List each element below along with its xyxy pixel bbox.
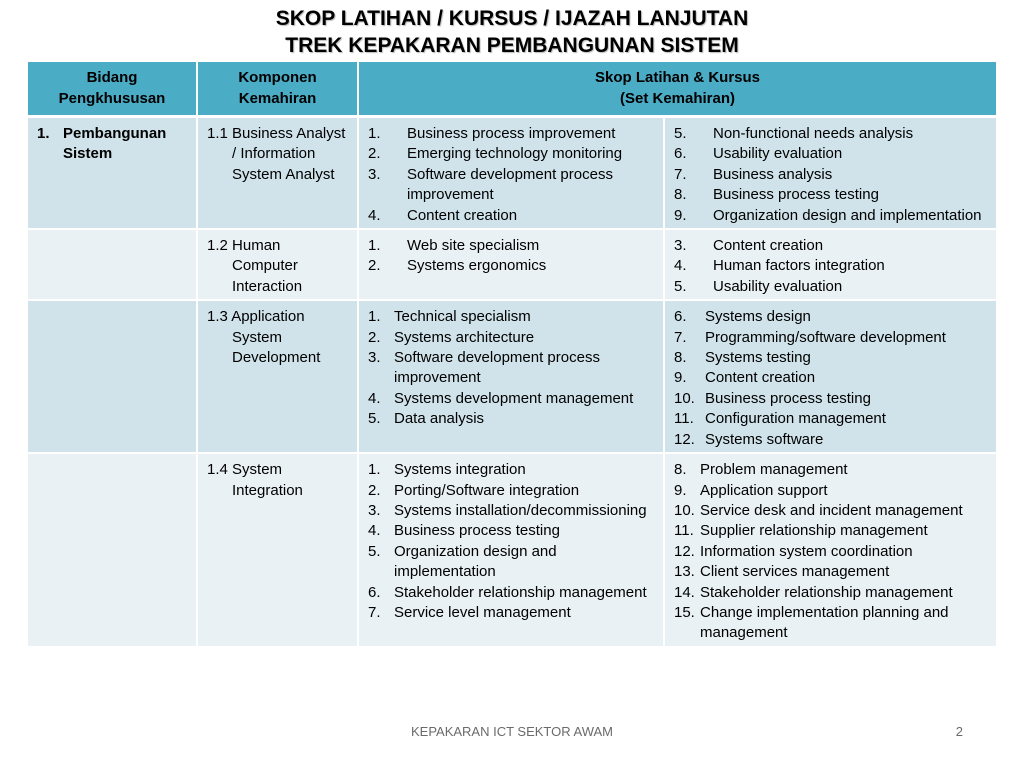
- page-number: 2: [955, 724, 963, 739]
- list-item: [674, 328, 988, 348]
- list-item-number: 1.: [368, 461, 381, 479]
- list-item-number: 3.: [368, 501, 381, 519]
- header-bidang-line-2: Pengkhususan: [58, 89, 166, 107]
- list-item-number: 1.: [368, 308, 381, 326]
- cell-bidang: [28, 453, 197, 647]
- list-item: [368, 206, 655, 226]
- list-item: [674, 277, 988, 297]
- title-line-2: TREK KEPAKARAN PEMBANGUNAN SISTEM: [285, 34, 739, 57]
- list-item-number: 2.: [368, 145, 381, 163]
- list-item-text: Business process improvement: [407, 125, 616, 142]
- list-item-text: Software development process improvement: [407, 165, 613, 204]
- list-item-text: Information system coordination: [700, 542, 913, 560]
- list-item-text: Systems ergonomics: [407, 257, 547, 275]
- list-item: [368, 256, 655, 276]
- header-komponen: [197, 62, 358, 117]
- list-item-text: Problem management: [700, 461, 848, 479]
- cell-komponen: [197, 300, 358, 453]
- list-item-text: Systems software: [705, 430, 824, 448]
- list-item: [368, 389, 655, 409]
- list-item-number: 6.: [368, 583, 381, 601]
- table-row: [28, 229, 996, 300]
- skill-list-left: [368, 236, 655, 277]
- list-item-number: 9.: [674, 481, 687, 499]
- cell-skop-left: [358, 117, 664, 230]
- table-row: [28, 117, 996, 230]
- list-item-text: Supplier relationship management: [700, 522, 928, 540]
- title-line-1: SKOP LATIHAN / KURSUS / IJAZAH LANJUTAN: [275, 7, 749, 30]
- list-item: [368, 165, 655, 206]
- list-item: [674, 521, 988, 541]
- list-item: [368, 501, 655, 521]
- header-skop-line-2: (Set Kemahiran): [619, 89, 736, 107]
- komponen-label: 1.2 Human Computer Interaction: [207, 237, 303, 295]
- list-item-number: 5.: [674, 277, 687, 295]
- list-item: [368, 144, 655, 164]
- list-item-number: 4.: [368, 522, 381, 540]
- list-item: [368, 409, 655, 429]
- list-item: [674, 562, 988, 582]
- list-item: [368, 460, 655, 480]
- header-komponen-line-1: Komponen: [238, 69, 317, 87]
- list-item-text: Change implementation planning and management: [700, 603, 949, 642]
- list-item: [368, 481, 655, 501]
- list-item: [674, 124, 988, 144]
- header-skop-line-1: Skop Latihan & Kursus: [594, 69, 761, 87]
- list-item-number: 10.: [674, 501, 695, 519]
- table-body: [28, 117, 996, 647]
- header-skop: [358, 62, 996, 117]
- list-item-text: Business process testing: [394, 522, 560, 540]
- skill-list-right: [674, 460, 988, 644]
- list-item: [368, 521, 655, 541]
- list-item-number: 4.: [674, 257, 687, 275]
- cell-skop-right: [664, 453, 996, 647]
- list-item: [674, 583, 988, 603]
- list-item-text: Organization design and implementation: [394, 542, 557, 581]
- cell-skop-right: [664, 229, 996, 300]
- list-item: [368, 236, 655, 256]
- list-item-number: 12.: [674, 542, 695, 560]
- list-item-text: Service desk and incident management: [700, 501, 963, 519]
- header-bidang-line-1: Bidang: [86, 69, 138, 87]
- list-item: [368, 328, 655, 348]
- cell-skop-right: [664, 300, 996, 453]
- list-item-number: 5.: [368, 410, 381, 428]
- list-item-number: 7.: [674, 165, 687, 183]
- list-item: [674, 185, 988, 205]
- list-item-text: Client services management: [700, 563, 890, 581]
- skill-list-left: [368, 307, 655, 429]
- skill-list-right: [674, 307, 988, 450]
- list-item-text: Stakeholder relationship management: [394, 583, 647, 601]
- list-item-number: 5.: [368, 542, 381, 560]
- list-item: [674, 348, 988, 368]
- list-item-text: Usability evaluation: [713, 145, 843, 163]
- cell-bidang: [28, 229, 197, 300]
- header-bidang: [28, 62, 197, 117]
- komponen-label: 1.3 Application System Development: [207, 308, 321, 367]
- list-item-text: Business analysis: [713, 165, 833, 183]
- cell-bidang: [28, 300, 197, 453]
- list-item: [368, 124, 655, 144]
- list-item-text: Configuration management: [705, 410, 886, 428]
- list-item-text: Software development process improvement: [394, 349, 600, 387]
- list-item-number: 11.: [674, 522, 694, 540]
- list-item-text: Content creation: [705, 369, 816, 387]
- list-item-text: Systems installation/decommissioning: [394, 501, 647, 519]
- cell-komponen: [197, 117, 358, 230]
- list-item-number: 8.: [674, 461, 687, 479]
- list-item-number: 4.: [368, 389, 381, 407]
- cell-skop-left: [358, 229, 664, 300]
- list-item-number: 3.: [368, 349, 381, 367]
- list-item: [674, 307, 988, 327]
- list-item-number: 3.: [368, 165, 381, 183]
- bidang-number: 1.: [37, 125, 50, 142]
- footer-text: KEPAKARAN ICT SEKTOR AWAM: [410, 724, 614, 739]
- list-item: [674, 501, 988, 521]
- list-item-text: Business process testing: [705, 389, 871, 407]
- list-item-number: 7.: [674, 328, 687, 346]
- list-item: [368, 307, 655, 327]
- list-item: [674, 603, 988, 644]
- page-title: [0, 5, 1024, 59]
- list-item-text: Data analysis: [394, 410, 485, 428]
- list-item: [368, 542, 655, 583]
- list-item: [674, 481, 988, 501]
- cell-skop-right: [664, 117, 996, 230]
- skill-list-right: [674, 124, 988, 226]
- header-komponen-line-2: Kemahiran: [238, 89, 317, 107]
- table-header: [28, 62, 996, 117]
- list-item-number: 12.: [674, 430, 695, 448]
- list-item: [674, 236, 988, 256]
- list-item-text: Service level management: [394, 603, 571, 621]
- list-item-number: 2.: [368, 481, 381, 499]
- list-item: [674, 256, 988, 276]
- list-item-number: 2.: [368, 257, 381, 275]
- list-item-number: 8.: [674, 186, 687, 204]
- list-item-number: 11.: [674, 410, 694, 428]
- cell-komponen: [197, 229, 358, 300]
- skill-list-left: [368, 460, 655, 623]
- skop-table: [28, 62, 996, 648]
- cell-bidang: [28, 117, 197, 230]
- komponen-label: 1.4 System Integration: [207, 461, 303, 499]
- list-item: [674, 409, 988, 429]
- list-item-text: Systems development management: [394, 389, 634, 407]
- list-item: [368, 583, 655, 603]
- list-item: [674, 206, 988, 226]
- bidang-label: Pembangunan Sistem: [63, 125, 167, 163]
- list-item-text: Systems architecture: [394, 328, 535, 346]
- list-item: [368, 603, 655, 623]
- list-item-text: Organization design and implementation: [713, 206, 982, 224]
- list-item-text: Systems design: [705, 308, 811, 326]
- list-item: [368, 348, 655, 389]
- bidang-list: [37, 124, 188, 165]
- list-item: [674, 389, 988, 409]
- list-item-text: Systems integration: [394, 461, 526, 479]
- list-item-text: Programming/software development: [705, 328, 946, 346]
- list-item: [674, 460, 988, 480]
- list-item-text: Human factors integration: [713, 257, 885, 275]
- list-item-text: Content creation: [713, 237, 824, 255]
- list-item-number: 8.: [674, 349, 687, 367]
- cell-komponen: [197, 453, 358, 647]
- komponen-label: 1.1 Business Analyst / Information System Analyst: [207, 125, 346, 183]
- list-item-text: Non-functional needs analysis: [713, 125, 914, 142]
- cell-skop-left: [358, 453, 664, 647]
- list-item-text: Stakeholder relationship management: [700, 583, 953, 601]
- list-item-text: Business process testing: [713, 186, 879, 204]
- list-item-text: Emerging technology monitoring: [407, 145, 623, 163]
- table-row: [28, 453, 996, 647]
- list-item-text: Web site specialism: [407, 237, 540, 255]
- list-item-number: 5.: [674, 125, 687, 142]
- list-item-number: 15.: [674, 603, 695, 621]
- list-item: [674, 368, 988, 388]
- list-item-number: 2.: [368, 328, 381, 346]
- list-item-number: 3.: [674, 237, 687, 255]
- list-item: [674, 542, 988, 562]
- list-item-number: 6.: [674, 308, 687, 326]
- bidang-item: [37, 124, 188, 165]
- list-item-text: Technical specialism: [394, 308, 531, 326]
- list-item: [674, 430, 988, 450]
- list-item: [674, 144, 988, 164]
- list-item-number: 1.: [368, 237, 381, 255]
- list-item-text: Porting/Software integration: [394, 481, 580, 499]
- list-item-text: Content creation: [407, 206, 518, 224]
- list-item-number: 9.: [674, 206, 687, 224]
- list-item-text: Usability evaluation: [713, 277, 843, 295]
- list-item-text: Application support: [700, 481, 828, 499]
- list-item-number: 1.: [368, 125, 381, 142]
- table-row: [28, 300, 996, 453]
- skill-list-left: [368, 124, 655, 226]
- cell-skop-left: [358, 300, 664, 453]
- list-item: [674, 165, 988, 185]
- skill-list-right: [674, 236, 988, 297]
- list-item-number: 13.: [674, 563, 695, 581]
- list-item-number: 9.: [674, 369, 687, 387]
- list-item-number: 10.: [674, 389, 695, 407]
- list-item-text: Systems testing: [705, 349, 811, 367]
- list-item-number: 7.: [368, 603, 381, 621]
- list-item-number: 4.: [368, 206, 381, 224]
- list-item-number: 14.: [674, 583, 695, 601]
- list-item-number: 6.: [674, 145, 687, 163]
